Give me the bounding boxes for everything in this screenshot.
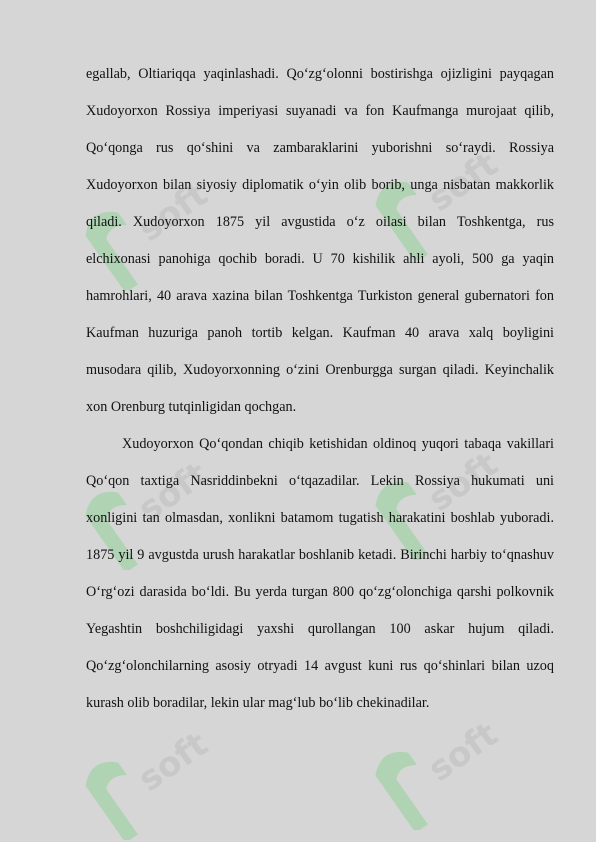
watermark-mark [370,744,449,830]
watermark-mark [80,754,159,840]
watermark-logo-text: soft [131,724,216,800]
watermark-logo-text: soft [131,174,216,250]
watermark-logo-text: soft [131,454,216,530]
watermark-logo-text: soft [421,444,506,520]
paragraph-2: Xudoyorxon Qo‘qondan chiqib ketishidan oldinoq yuqori tabaqa vakillari Qo‘qon taxtiga Nasriddinbekni o‘tqazadilar. Lekin Rossiya hukumati uni xonligini tan olmasdan, xonlikni batamom tugatish harakatini boshlab yuboradi. 1875 yil 9 avgustda urush harakatlar boshlanib ketadi. Birinchi harbiy to‘qnashuv O‘rg‘ozi darasida bo‘ldi. Bu yerda turgan 800 qo‘zg‘olonchiga qarshi polkovnik Yegashtin boshchiligidagi yaxshi qurollangan 100 askar hujum qiladi. Qo‘zg‘olonchilarning asosiy otryadi 14 avgust kuni rus qo‘shinlari bilan uzoq kurash olib boradilar, lekin ular mag‘lub bo‘lib chekinadilar. [86,436,554,711]
watermark-logo-text: soft [421,144,506,220]
watermark-logo-text: soft [421,714,506,790]
paragraph-1: egallab, Oltiariqqa yaqinlashadi. Qo‘zg‘olonni bostirishga ojizligini payqagan Xudoyorxon Rossiya imperiyasi suyanadi va fon Kaufmanga murojaat qilib, Qo‘qonga rus qo‘shini va zambaraklarini yuborishni so‘raydi. Rossiya Xudoyorxon bilan siyosiy diplomatik o‘yin olib borib, unga nisbatan makkorlik qiladi. Xudoyorxon 1875 yil avgustida o‘z oilasi bilan Toshkentga, rus elchixonasi panohiga qochib boradi. U 70 kishilik ahli ayoli, 500 ga yaqin hamrohlari, 40 arava xazina bilan Toshkentga Turkiston general gubernatori fon Kaufman huzuriga panoh tortib kelgan. Kaufman 40 arava xalq boyligini musodara qilib, Xudoyorxonning o‘zini Orenburgga surgan qiladi. Keyinchalik xon Orenburg tutqinligidan qochgan. [86,66,554,415]
body-text [86,56,554,722]
